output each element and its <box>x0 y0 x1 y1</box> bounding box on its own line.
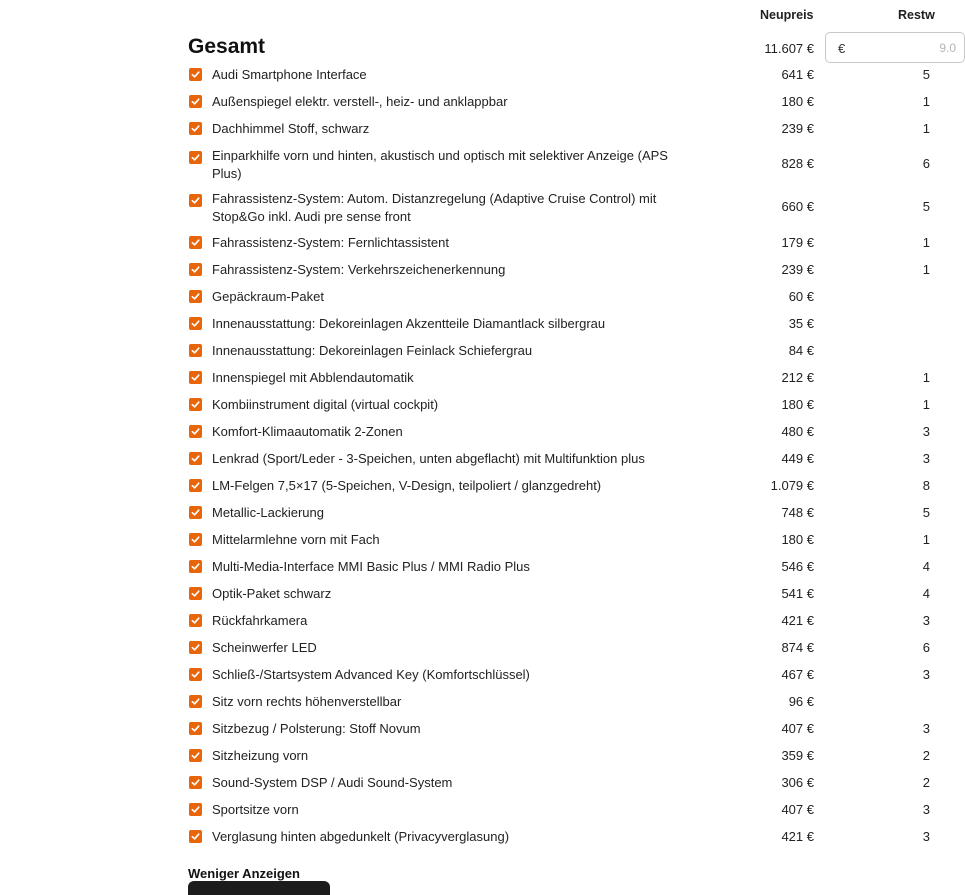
item-neupreis: 407 € <box>781 721 814 736</box>
checkmark-icon <box>191 616 200 625</box>
item-restwert: 8 <box>922 478 930 493</box>
item-neupreis: 421 € <box>781 829 814 844</box>
item-label: Verglasung hinten abgedunkelt (Privacyverglasung) <box>212 829 510 844</box>
checkbox[interactable] <box>189 587 202 600</box>
item-neupreis: 449 € <box>781 451 814 466</box>
checkmark-icon <box>191 400 200 409</box>
checkbox[interactable] <box>189 776 202 789</box>
item-label: Fahrassistenz-System: Autom. Distanzregelung (Adaptive Cruise Control) mit Stop&Go inkl. Audi pre sense front <box>212 191 657 224</box>
item-label: Sportsitze vorn <box>212 802 299 817</box>
checkmark-icon <box>191 562 200 571</box>
checkmark-icon <box>191 265 200 274</box>
checkmark-icon <box>191 373 200 382</box>
item-neupreis: 239 € <box>781 121 814 136</box>
checkbox[interactable] <box>189 317 202 330</box>
item-restwert: 4 <box>922 586 930 601</box>
item-neupreis: 480 € <box>781 424 814 439</box>
item-restwert: 1 <box>922 235 930 250</box>
currency-symbol: € <box>838 41 846 56</box>
checkbox[interactable] <box>189 749 202 762</box>
checkmark-icon <box>191 196 200 205</box>
item-restwert: 2 <box>922 775 930 790</box>
checkmark-icon <box>191 751 200 760</box>
item-label: Innenspiegel mit Abblendautomatik <box>212 370 414 385</box>
item-restwert: 1 <box>922 370 930 385</box>
checkmark-icon <box>191 427 200 436</box>
item-restwert: 5 <box>922 67 930 82</box>
checkbox[interactable] <box>189 506 202 519</box>
item-label: Fahrassistenz-System: Verkehrszeichenerkennung <box>212 262 506 277</box>
checkbox[interactable] <box>189 398 202 411</box>
item-restwert: 3 <box>922 829 930 844</box>
item-label: Innenausstattung: Dekoreinlagen Feinlack Schiefergrau <box>212 343 533 358</box>
checkbox[interactable] <box>189 68 202 81</box>
item-neupreis: 546 € <box>781 559 814 574</box>
checkbox[interactable] <box>189 452 202 465</box>
checkmark-icon <box>191 319 200 328</box>
item-neupreis: 748 € <box>781 505 814 520</box>
checkbox[interactable] <box>189 122 202 135</box>
item-label: Innenausstattung: Dekoreinlagen Akzentteile Diamantlack silbergrau <box>212 316 606 331</box>
item-label: Scheinwerfer LED <box>212 640 317 655</box>
item-neupreis: 84 € <box>788 343 814 358</box>
show-less-button[interactable]: Weniger Anzeigen <box>188 866 300 881</box>
item-neupreis: 180 € <box>781 532 814 547</box>
item-restwert: 6 <box>922 156 930 171</box>
item-neupreis: 1.079 € <box>770 478 814 493</box>
item-label: Sitzbezug / Polsterung: Stoff Novum <box>212 721 421 736</box>
item-restwert: 3 <box>922 721 930 736</box>
item-restwert: 3 <box>922 451 930 466</box>
item-label: Audi Smartphone Interface <box>212 67 367 82</box>
column-header-restwert: Restw <box>898 8 935 22</box>
checkbox[interactable] <box>189 479 202 492</box>
checkmark-icon <box>191 778 200 787</box>
checkmark-icon <box>191 697 200 706</box>
bottom-action-button[interactable] <box>188 881 330 895</box>
checkbox[interactable] <box>189 194 202 207</box>
checkbox[interactable] <box>189 830 202 843</box>
checkbox[interactable] <box>189 695 202 708</box>
checkmark-icon <box>191 70 200 79</box>
item-label: Multi-Media-Interface MMI Basic Plus / MMI Radio Plus <box>212 559 530 574</box>
checkmark-icon <box>191 238 200 247</box>
checkbox[interactable] <box>189 641 202 654</box>
item-label: LM-Felgen 7,5×17 (5-Speichen, V-Design, teilpoliert / glanzgedreht) <box>212 478 602 493</box>
total-title: Gesamt <box>188 35 266 58</box>
item-neupreis: 541 € <box>781 586 814 601</box>
checkmark-icon <box>191 292 200 301</box>
item-label: Dachhimmel Stoff, schwarz <box>212 121 370 136</box>
checkbox[interactable] <box>189 425 202 438</box>
item-restwert: 5 <box>922 199 930 214</box>
item-restwert: 1 <box>922 121 930 136</box>
item-restwert: 4 <box>922 559 930 574</box>
item-neupreis: 467 € <box>781 667 814 682</box>
item-label: Mittelarmlehne vorn mit Fach <box>212 532 380 547</box>
checkmark-icon <box>191 832 200 841</box>
item-neupreis: 180 € <box>781 94 814 109</box>
item-label: Außenspiegel elektr. verstell-, heiz- und anklappbar <box>212 94 508 109</box>
item-neupreis: 421 € <box>781 613 814 628</box>
checkbox[interactable] <box>189 668 202 681</box>
checkmark-icon <box>191 724 200 733</box>
column-header-neupreis: Neupreis <box>760 8 814 22</box>
item-neupreis: 407 € <box>781 802 814 817</box>
item-restwert: 1 <box>922 94 930 109</box>
item-neupreis: 212 € <box>781 370 814 385</box>
checkmark-icon <box>191 589 200 598</box>
checkmark-icon <box>191 805 200 814</box>
item-restwert: 1 <box>922 532 930 547</box>
item-label: Sound-System DSP / Audi Sound-System <box>212 775 453 790</box>
item-label: Gepäckraum-Paket <box>212 289 324 304</box>
restwert-input[interactable] <box>856 38 956 58</box>
item-label: Optik-Paket schwarz <box>212 586 332 601</box>
checkmark-icon <box>191 346 200 355</box>
checkbox[interactable] <box>189 803 202 816</box>
item-restwert: 3 <box>922 667 930 682</box>
item-label: Schließ-/Startsystem Advanced Key (Komfortschlüssel) <box>212 667 530 682</box>
item-label: Rückfahrkamera <box>212 613 308 628</box>
checkbox[interactable] <box>189 151 202 164</box>
item-restwert: 1 <box>922 397 930 412</box>
item-neupreis: 359 € <box>781 748 814 763</box>
item-restwert: 6 <box>922 640 930 655</box>
item-neupreis: 35 € <box>788 316 814 331</box>
checkmark-icon <box>191 670 200 679</box>
checkbox[interactable] <box>189 344 202 357</box>
checkbox[interactable] <box>189 614 202 627</box>
item-label: Sitzheizung vorn <box>212 748 309 763</box>
item-neupreis: 874 € <box>781 640 814 655</box>
checkbox[interactable] <box>189 722 202 735</box>
checkbox[interactable] <box>189 95 202 108</box>
item-restwert: 3 <box>922 424 930 439</box>
checkmark-icon <box>191 153 200 162</box>
item-label: Sitz vorn rechts höhenverstellbar <box>212 694 402 709</box>
checkmark-icon <box>191 454 200 463</box>
item-neupreis: 239 € <box>781 262 814 277</box>
item-neupreis: 306 € <box>781 775 814 790</box>
item-neupreis: 828 € <box>781 156 814 171</box>
checkbox[interactable] <box>189 290 202 303</box>
item-neupreis: 180 € <box>781 397 814 412</box>
checkbox[interactable] <box>189 236 202 249</box>
checkbox[interactable] <box>189 533 202 546</box>
item-label: Metallic-Lackierung <box>212 505 324 520</box>
item-neupreis: 96 € <box>788 694 814 709</box>
checkbox[interactable] <box>189 560 202 573</box>
checkmark-icon <box>191 124 200 133</box>
item-neupreis: 179 € <box>781 235 814 250</box>
total-neupreis: 11.607 € <box>764 41 814 56</box>
checkmark-icon <box>191 535 200 544</box>
item-neupreis: 641 € <box>781 67 814 82</box>
checkbox[interactable] <box>189 371 202 384</box>
item-neupreis: 660 € <box>781 199 814 214</box>
item-restwert: 3 <box>922 802 930 817</box>
item-label: Lenkrad (Sport/Leder - 3-Speichen, unten abgeflacht) mit Multifunktion plus <box>212 451 645 466</box>
item-restwert: 3 <box>922 613 930 628</box>
item-restwert: 2 <box>922 748 930 763</box>
checkmark-icon <box>191 481 200 490</box>
item-label: Komfort-Klimaautomatik 2-Zonen <box>212 424 403 439</box>
item-label: Fahrassistenz-System: Fernlichtassistent <box>212 235 449 250</box>
item-label: Kombiinstrument digital (virtual cockpit) <box>212 397 439 412</box>
item-neupreis: 60 € <box>788 289 814 304</box>
item-label: Einparkhilfe vorn und hinten, akustisch und optisch mit selektiver Anzeige (APS Plus) <box>212 148 668 181</box>
checkmark-icon <box>191 643 200 652</box>
item-restwert: 1 <box>922 262 930 277</box>
checkbox[interactable] <box>189 263 202 276</box>
checkmark-icon <box>191 508 200 517</box>
item-restwert: 5 <box>922 505 930 520</box>
restwert-input-field[interactable] <box>825 32 965 63</box>
checkmark-icon <box>191 97 200 106</box>
